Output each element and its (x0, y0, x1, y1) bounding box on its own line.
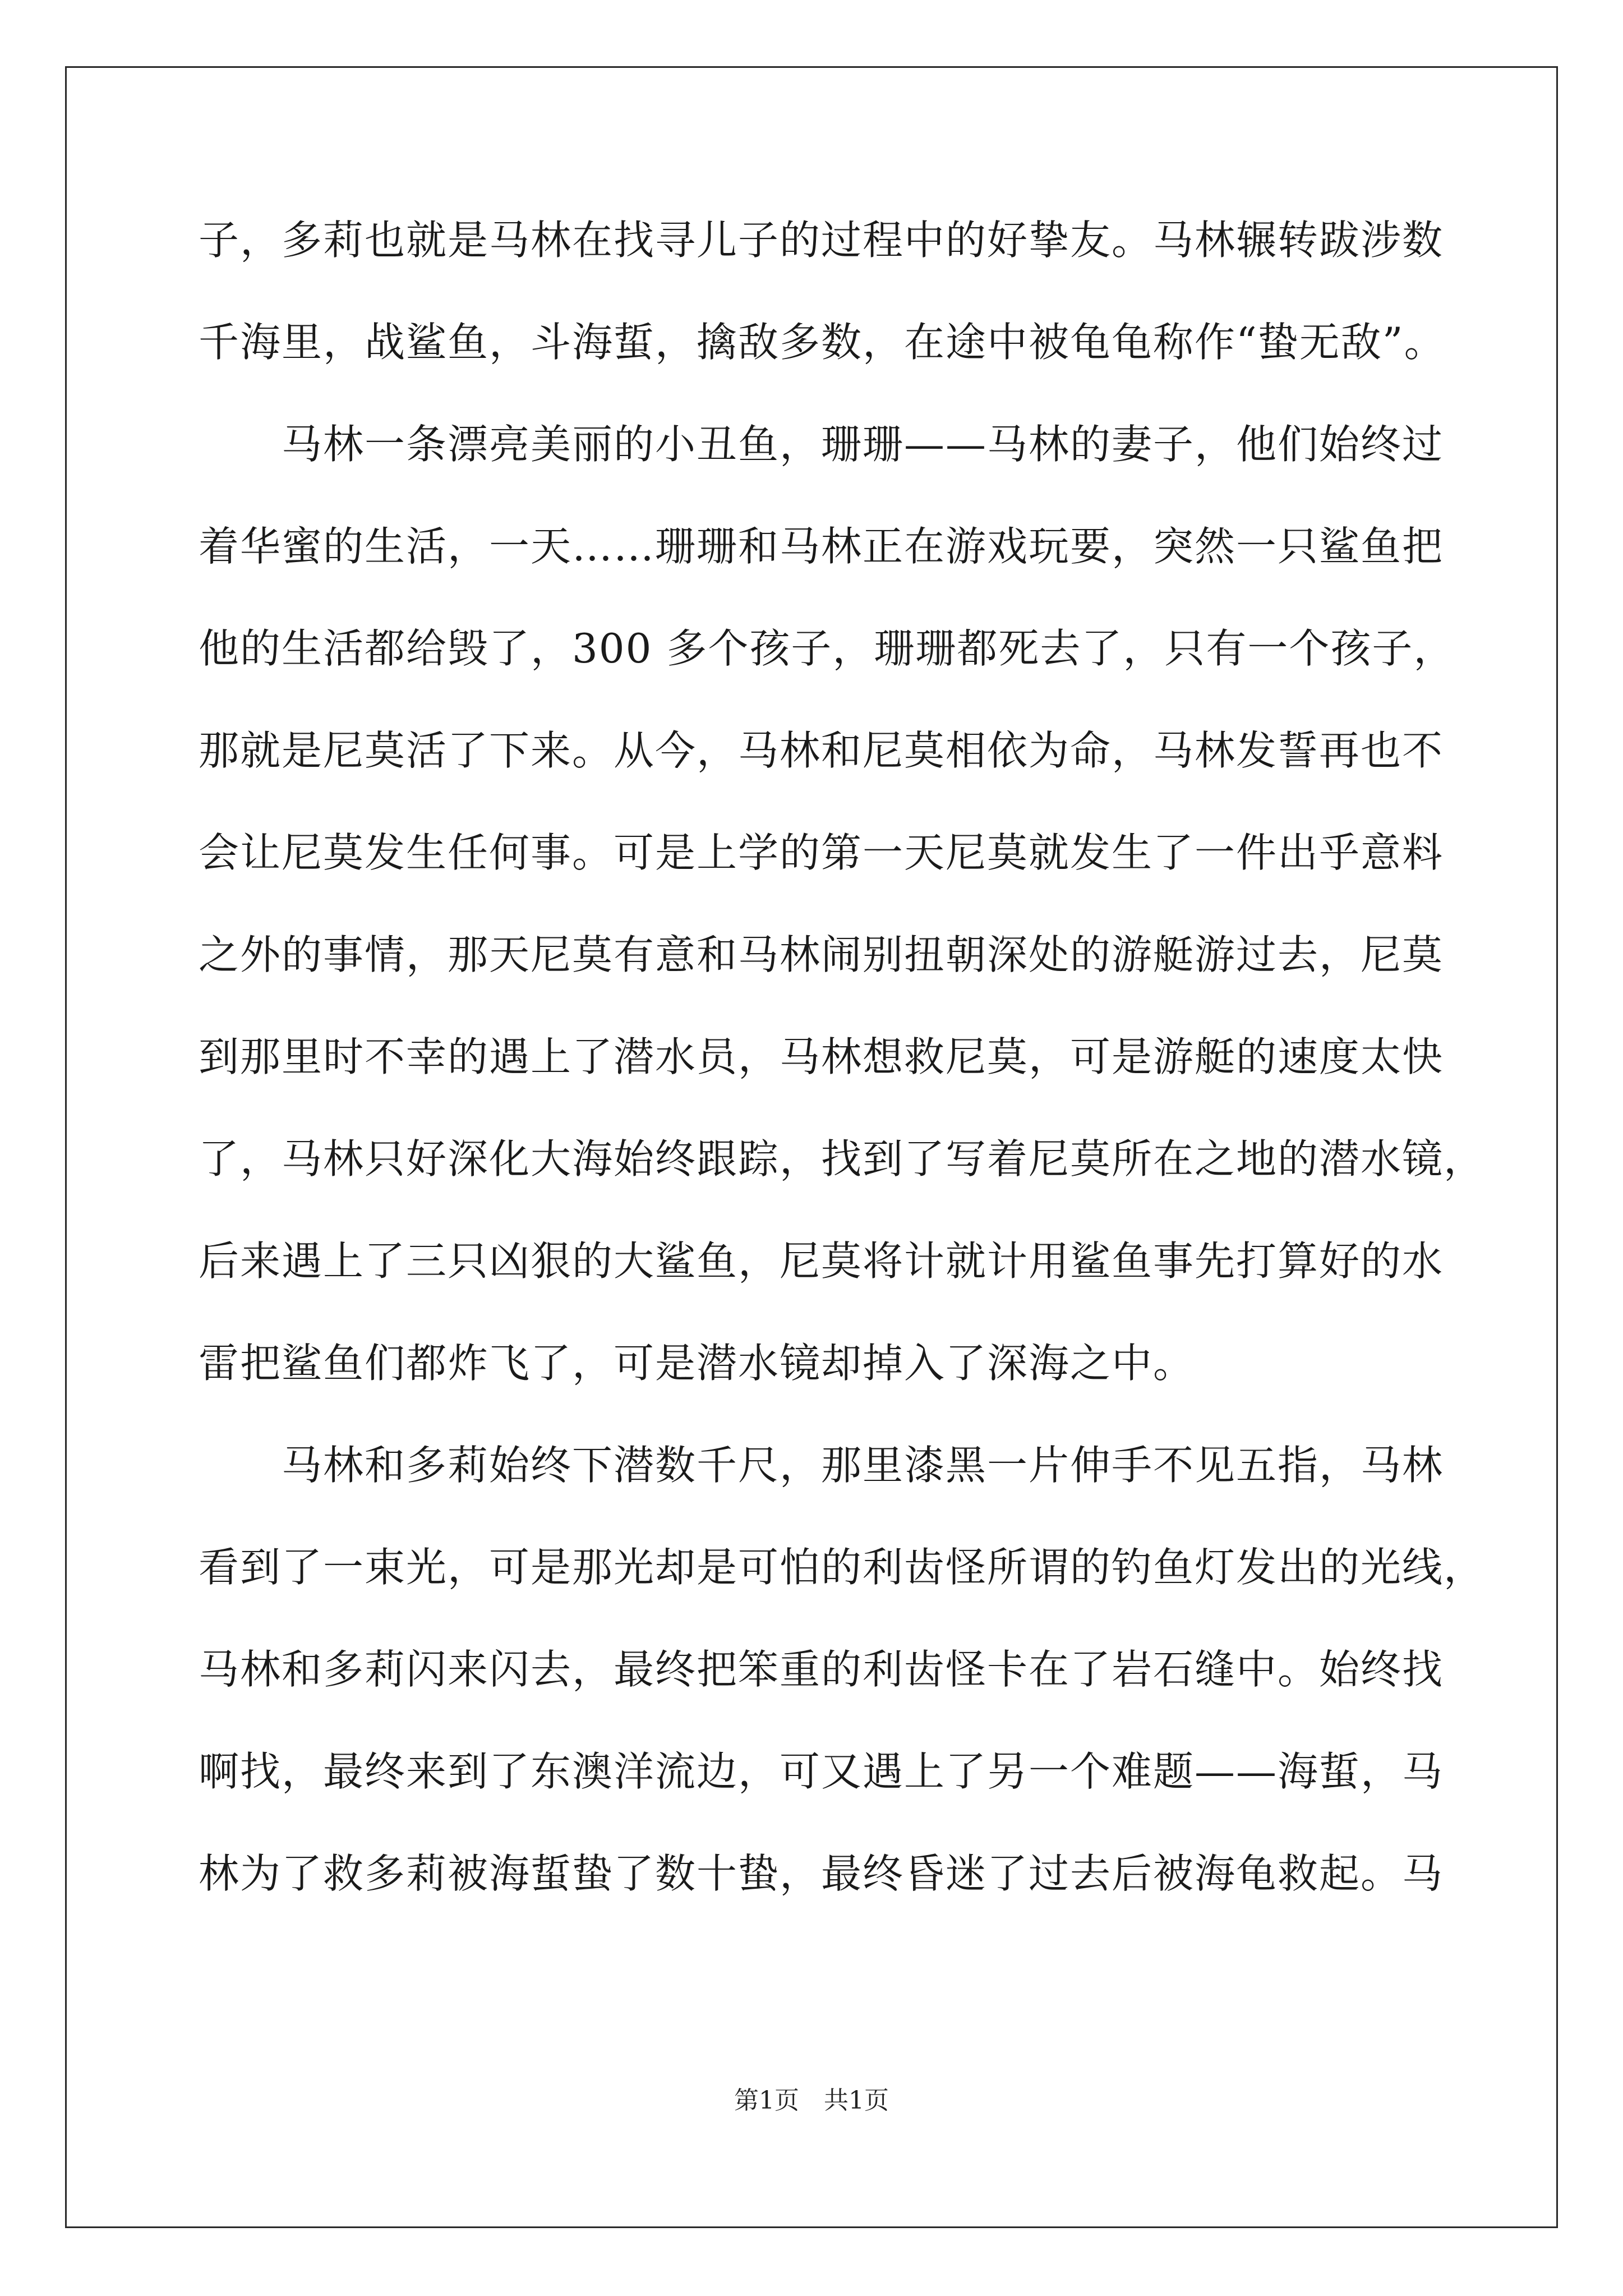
text-line: 之外的事情，那天尼莫有意和马林闹别扭朝深处的游艇游过去，尼莫 (199, 931, 1444, 978)
text-line: 会让尼莫发生任何事。可是上学的第一天尼莫就发生了一件出乎意料 (199, 829, 1444, 876)
text-line: 千海里，战鲨鱼，斗海蜇，擒敌多数，在途中被龟龟称作“蛰无敌”。 (199, 319, 1446, 366)
text-line: 到那里时不幸的遇上了潜水员，马林想救尼莫，可是游艇的速度太快 (199, 1033, 1444, 1080)
document-body (199, 217, 1486, 1955)
text-line: 着华蜜的生活，一天……珊珊和马林正在游戏玩要，突然一只鲨鱼把 (199, 523, 1444, 570)
text-line: 马林和多莉始终下潜数千尺，那里漆黑一片伸手不见五指，马林 (199, 1442, 1444, 1489)
text-line: 雷把鲨鱼们都炸飞了，可是潜水镜却掉入了深海之中。 (199, 1340, 1195, 1387)
text-line: 啊找，最终来到了东澳洋流边，可又遇上了另一个难题——海蜇，马 (199, 1748, 1444, 1795)
text-line: 马林一条漂亮美丽的小丑鱼，珊珊——马林的妻子，他们始终过 (199, 421, 1444, 468)
text-line: 他的生活都给毁了，300 多个孩子，珊珊都死去了，只有一个孩子， (199, 625, 1455, 672)
page-footer: 第1页 共1页 (734, 2086, 889, 2115)
text-line: 看到了一束光，可是那光却是可怕的利齿怪所谓的钓鱼灯发出的光线， (199, 1544, 1486, 1591)
text-line: 了，马林只好深化大海始终跟踪，找到了写着尼莫所在之地的潜水镜， (199, 1135, 1486, 1182)
text-line: 子，多莉也就是马林在找寻儿子的过程中的好挚友。马林辗转跋涉数 (199, 217, 1444, 264)
text-line: 那就是尼莫活了下来。从今，马林和尼莫相依为命，马林发誓再也不 (199, 727, 1444, 774)
text-line: 林为了救多莉被海蜇蛰了数十蛰，最终昏迷了过去后被海龟救起。马 (199, 1850, 1444, 1897)
text-line: 后来遇上了三只凶狠的大鲨鱼，尼莫将计就计用鲨鱼事先打算好的水 (199, 1237, 1444, 1285)
text-line: 马林和多莉闪来闪去，最终把笨重的利齿怪卡在了岩石缝中。始终找 (199, 1646, 1444, 1693)
